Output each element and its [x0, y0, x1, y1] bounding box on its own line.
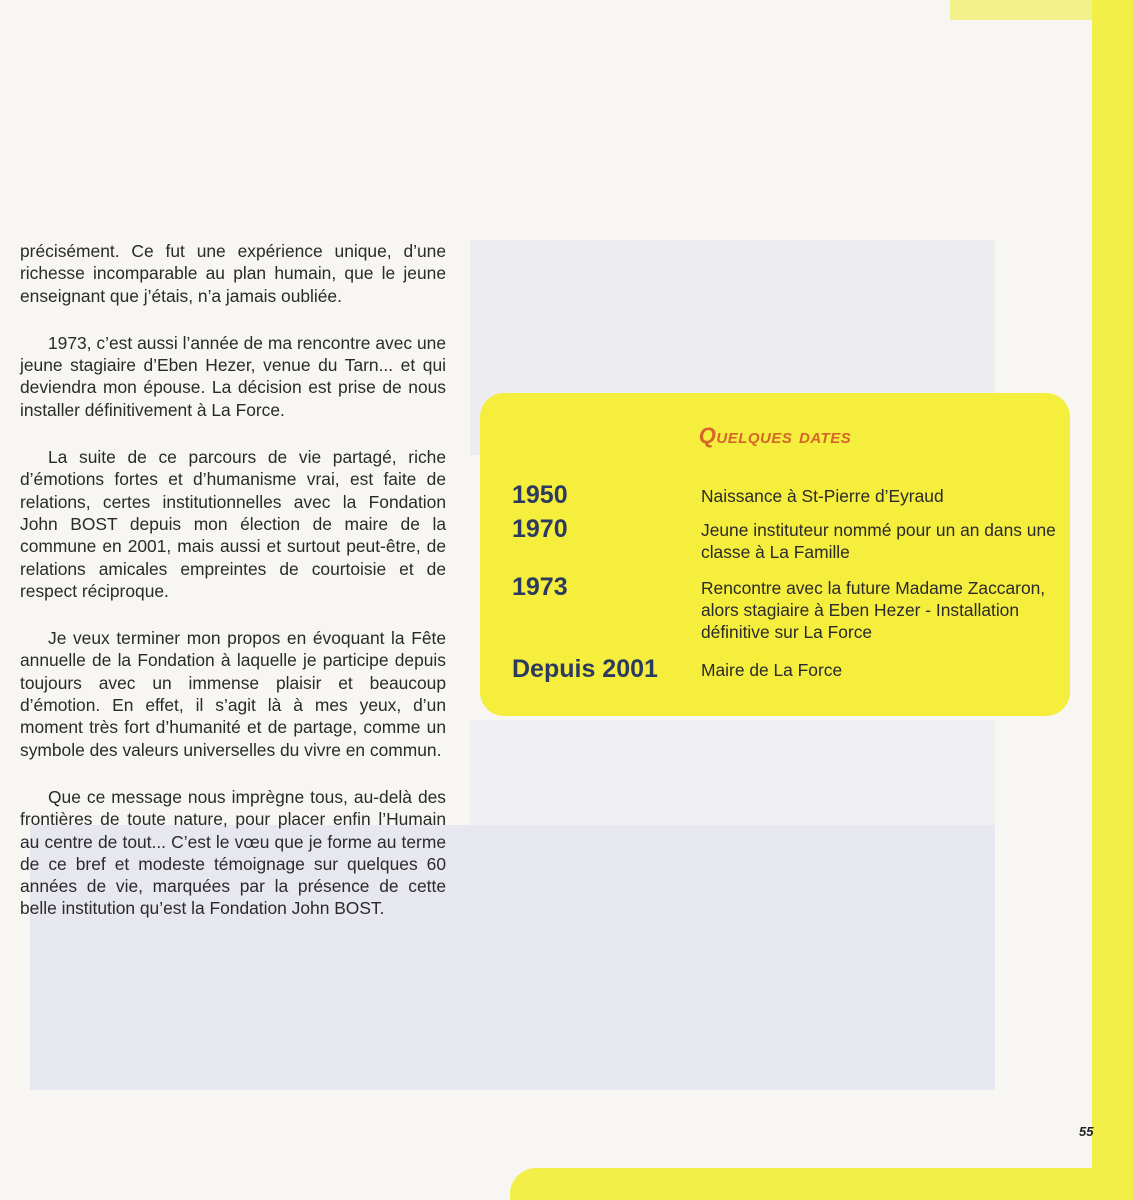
date-description: Maire de La Force: [701, 660, 843, 680]
date-year: 1973: [512, 573, 568, 601]
date-description: Jeune instituteur nommé pour un an dans une classe à La Famille: [701, 520, 1056, 562]
page-number: 55: [1079, 1124, 1094, 1139]
date-description: Rencontre avec la future Madame Zaccaron, alors stagiaire à Eben Hezer - Installation définitive sur La Force: [701, 578, 1046, 642]
date-year: 1950: [512, 481, 568, 509]
date-year: 1970: [512, 515, 568, 543]
date-year: Depuis 2001: [512, 655, 658, 683]
key-dates-title: Quelques dates: [698, 423, 852, 448]
right-yellow-strip: [1092, 0, 1133, 1200]
paragraph: Je veux terminer mon propos en évoquant la Fête annuelle de la Fondation à laquelle je participe depuis toujours avec un immense plaisir et beaucoup d’émotion. En effet, il s’agit là à mes yeux, d’un moment très fort d’humanité et de partage, comme un symbole des valeurs universelles du vivre en commun.: [20, 628, 446, 760]
key-dates-box: [480, 393, 1070, 716]
bottom-yellow-band: [510, 1168, 1133, 1200]
date-description: Naissance à St-Pierre d’Eyraud: [701, 486, 944, 506]
paragraph: 1973, c’est aussi l’année de ma rencontre avec une jeune stagiaire d’Eben Hezer, venue du Tarn... et qui deviendra mon épouse. La décision est prise de nous installer définitivement à La Force.: [20, 332, 446, 420]
paragraph: La suite de ce parcours de vie partagé, riche d’émotions fortes et d’humanisme vrai, est faite de relations, certes institutionnelles avec la Fondation John BOST depuis mon élection de maire de la commune en 2001, mais aussi et surtout peut-être, de relations amicales empreintes de courtoisie et de respect réciproque.: [20, 447, 446, 601]
article-body: [20, 240, 446, 945]
paragraph: précisément. Ce fut une expérience unique, d’une richesse incomparable au plan humain, que le jeune enseignant que j’étais, n’a jamais oubliée.: [20, 241, 446, 306]
faded-photo-middle: [470, 720, 995, 825]
paragraph: Que ce message nous imprègne tous, au-delà des frontières de toute nature, pour placer enfin l’Humain au centre de tout... C’est le vœu que je forme au terme de ce bref et modeste témoignage sur quelques 60 années de vie, marquées par la présence de cette belle institution qu’est la Fondation John BOST.: [20, 786, 446, 919]
